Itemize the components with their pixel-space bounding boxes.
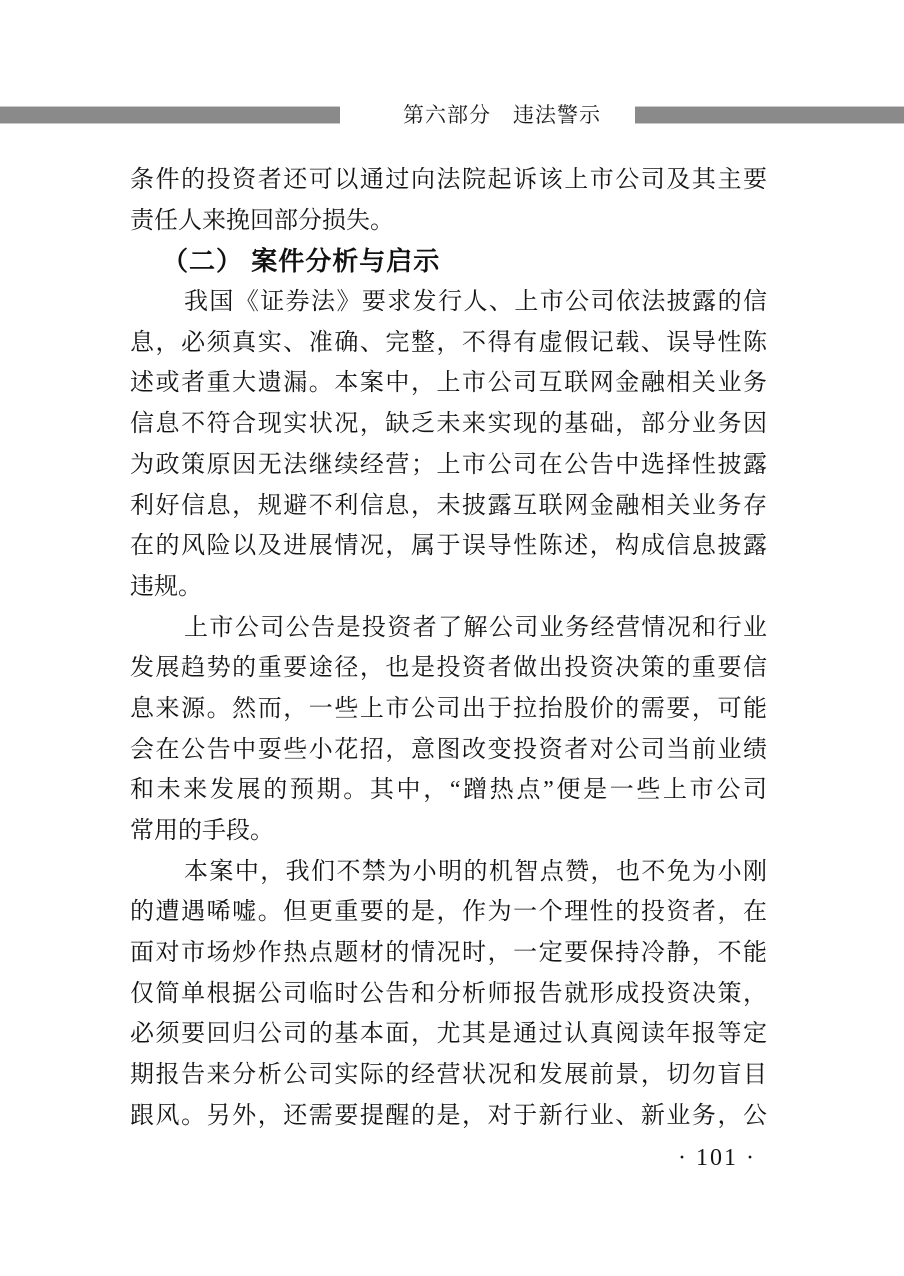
text-line: 发展趋势的重要途径，也是投资者做出投资决策的重要信 — [130, 655, 767, 682]
header-bar-left — [0, 106, 340, 124]
header-title: 第六部分 违法警示 — [403, 103, 601, 127]
text-line: 为政策原因无法继续经营；上市公司在公告中选择性披露 — [130, 451, 767, 478]
header-bar-right — [635, 106, 904, 124]
paragraph — [130, 608, 767, 852]
paragraph — [130, 160, 767, 241]
text-line: 息，必须真实、准确、完整，不得有虚假记载、误导性陈 — [130, 329, 767, 356]
text-line: 必须要回归公司的基本面，尤其是通过认真阅读年报等定 — [130, 1021, 767, 1048]
text-line: 上市公司公告是投资者了解公司业务经营情况和行业 — [184, 614, 767, 641]
text-line: 和未来发展的预期。其中，“蹭热点”便是一些上市公司 — [130, 777, 767, 804]
text-line: 违规。 — [130, 573, 202, 600]
text-line: 述或者重大遗漏。本案中，上市公司互联网金融相关业务 — [130, 370, 767, 397]
text-line: 跟风。另外，还需要提醒的是，对于新行业、新业务，公 — [130, 1102, 767, 1129]
text-line: 的遭遇唏嘘。但更重要的是，作为一个理性的投资者，在 — [130, 899, 767, 926]
section-heading: （二） 案件分析与启示 — [162, 246, 441, 277]
text-line: 本案中，我们不禁为小明的机智点赞，也不免为小刚 — [184, 858, 767, 885]
text-line: 条件的投资者还可以通过向法院起诉该上市公司及其主要 — [130, 167, 767, 193]
page-number: · 101 · — [678, 1145, 756, 1171]
text-line: 在的风险以及进展情况，属于误导性陈述，构成信息披露 — [130, 533, 767, 560]
paragraph — [130, 852, 767, 1137]
running-header — [0, 103, 904, 127]
text-line: 仅简单根据公司临时公告和分析师报告就形成投资决策， — [130, 980, 767, 1007]
text-line: 常用的手段。 — [130, 818, 274, 844]
text-line: 信息不符合现实状况，缺乏未来实现的基础，部分业务因 — [130, 411, 767, 438]
text-line: 会在公告中耍些小花招，意图改变投资者对公司当前业绩 — [130, 736, 767, 763]
text-line: 利好信息，规避不利信息，未披露互联网金融相关业务存 — [130, 492, 767, 519]
text-line: 息来源。然而，一些上市公司出于拉抬股价的需要，可能 — [130, 695, 767, 722]
text-line: 面对市场炒作热点题材的情况时，一定要保持冷静，不能 — [130, 940, 767, 967]
content — [130, 160, 767, 1137]
text-line: 责任人来挽回部分损失。 — [130, 207, 394, 234]
paragraph — [130, 282, 767, 608]
text-line: 期报告来分析公司实际的经营状况和发展前景，切勿盲目 — [130, 1062, 767, 1089]
text-line: 我国《证券法》要求发行人、上市公司依法披露的信 — [184, 289, 767, 316]
